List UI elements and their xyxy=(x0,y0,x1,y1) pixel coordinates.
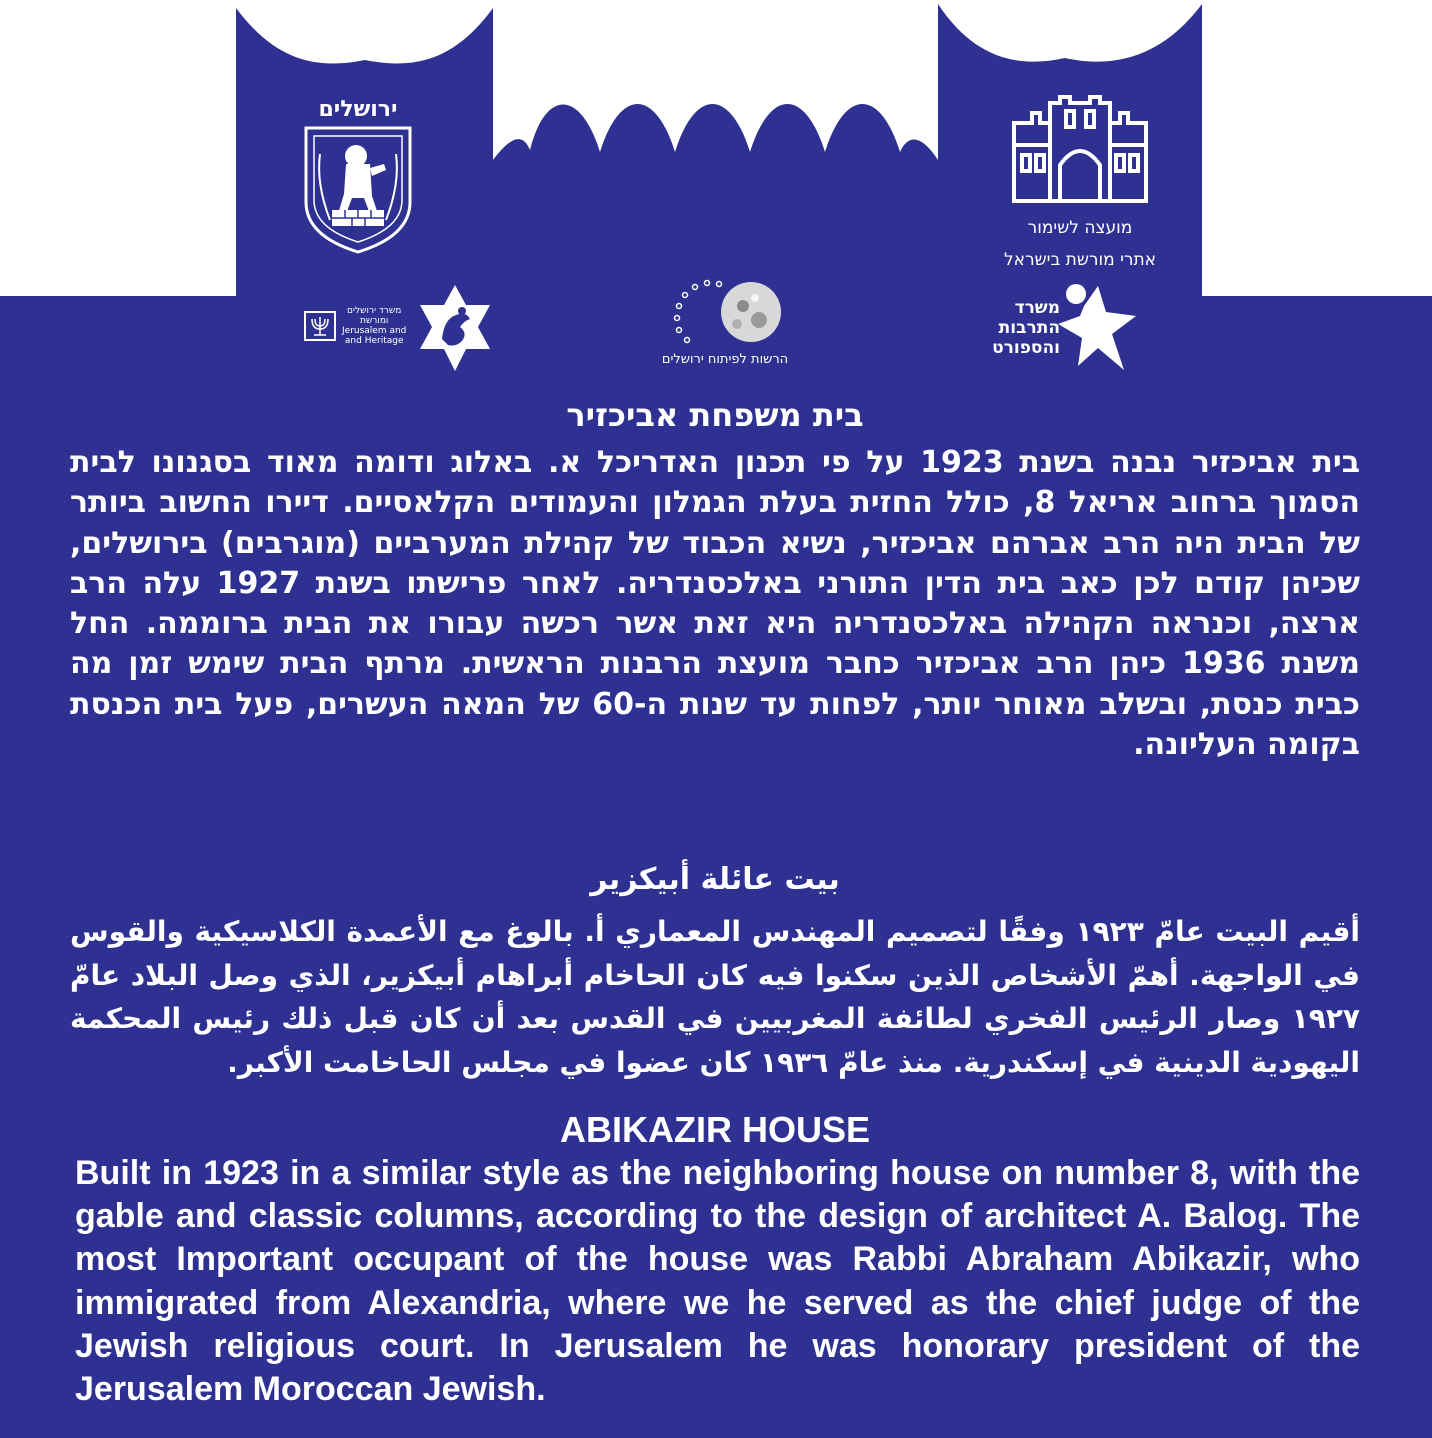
hebrew-title: בית משפחת אביכזיר xyxy=(566,396,864,434)
star-lion-icon xyxy=(418,283,492,373)
heritage-logo-text xyxy=(342,306,406,346)
council-logo-line1: מועצה לשימור xyxy=(1027,218,1133,238)
jerusalem-logo-name: ירושלים xyxy=(318,97,398,122)
heritage-logo-line1: משרד ירושלים xyxy=(347,306,402,316)
hebrew-body: בית אביכזיר נבנה בשנת 1923 על פי תכנון האדריכל א. באלוג ודומה מאוד בסגנונו לבית הסמוך ברחוב אריאל 8, כולל החזית בעלת הגמלון והעמודים הקלאסיים. דיירו החשוב ביותר של הבית היה הרב אברהם אביכזיר, נשיא הכבוד של קהילת המערביים (מוגרבים) בירושלים, שכיהן קודם לכן כאב בית הדין התורני באלכסנדריה. לאחר פרישתו בשנת 1927 עלה הרב ארצה, וכנראה הקהילה באלכסנדריה היא זאת אשר רכשה עבורו את הבית ברוממה. החל משנת 1936 כיהן הרב אביכזיר כחבר מועצת הרבנות הראשית. מרתף הבית שימש זמן מה כבית כנסת, ובשלב מאוחר יותר, לפחות עד שנות ה-60 של המאה העשרים, פעל בית הכנסת בקומה העליונה. xyxy=(70,445,1361,763)
ministry-culture-text xyxy=(992,298,1060,358)
ministry-culture-line3: והספורט xyxy=(992,338,1060,358)
ministry-culture-line2: התרבות xyxy=(998,318,1060,338)
leaping-figure-star-icon xyxy=(1054,282,1140,374)
heritage-logo-line3: Jerusalem and xyxy=(342,326,407,336)
jerusalem-development-authority-logo xyxy=(630,278,820,367)
jerusalem-municipality-logo xyxy=(298,98,418,256)
council-preservation-logo xyxy=(980,95,1180,271)
english-title: ABIKAZIR HOUSE xyxy=(559,1109,870,1150)
heritage-logo-line2: ומורשת xyxy=(360,316,389,326)
development-logo-name: הרשות לפיתוח ירושלים xyxy=(661,352,789,367)
ministry-culture-sport-logo xyxy=(950,282,1140,377)
council-logo-line2: אתרי מורשת בישראל xyxy=(1003,250,1157,270)
jerusalem-lion-emblem-icon xyxy=(300,124,416,256)
menorah-emblem-icon xyxy=(304,311,336,341)
fortress-gate-icon xyxy=(1010,95,1150,207)
arabic-title: بيت عائلة أبيكزير xyxy=(590,862,840,897)
heritage-logo-line4: and Heritage xyxy=(344,336,404,346)
arabic-body: أقيم البيت عامّ ١٩٢٣ وفقًا لتصميم المهندس المعماري أ. بالوغ مع الأعمدة الكلاسيكية والقوس في الواجهة. أهمّ الأشخاص الذين سكنوا فيه كان الحاخام أبراهام أبيكزير، الذي وصل البلاد عامّ ١٩٢٧ وصار الرئيس الفخري لطائفة المغربيين في القدس بعد أن كان قبل ذلك رئيس المحكمة اليهودية الدينية في إسكندرية. منذ عامّ ١٩٣٦ كان عضوا في مجلس الحاخامت الأكبر. xyxy=(70,915,1360,1079)
globe-ring-icon xyxy=(665,278,785,348)
ministry-jerusalem-heritage-logo xyxy=(300,283,495,378)
english-body: Built in 1923 in a similar style as the neighboring house on number 8, with the gable and classic columns, according to the design of architect A. Balog. The most Important occupant of the house was Rabbi Abraham Abikazir, who immigrated from Alexandria, where we he served as the chief judge of the Jewish religious court. In Jerusalem he was honorary president of the Jerusalem Moroccan Jewish. xyxy=(75,1154,1360,1409)
ministry-culture-line1: משרד xyxy=(1014,298,1060,318)
